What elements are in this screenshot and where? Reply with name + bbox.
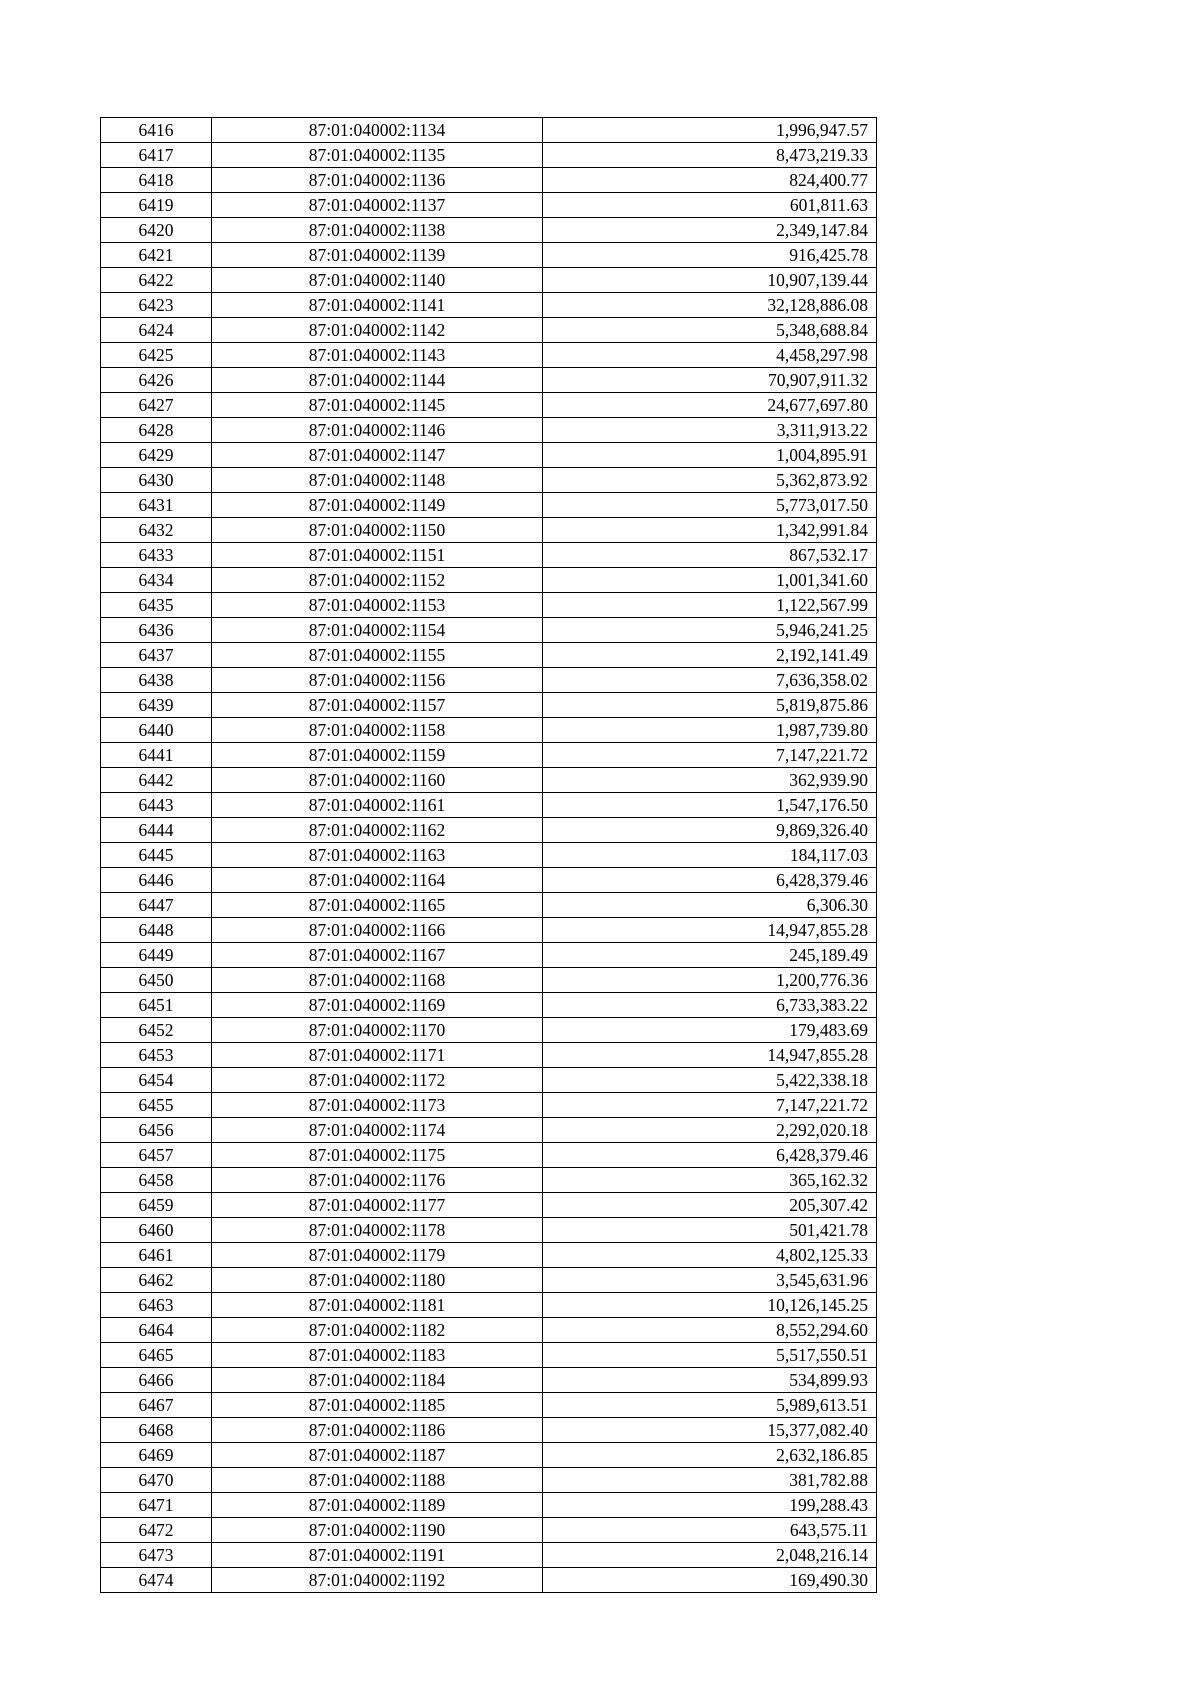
table-row (101, 443, 877, 468)
cadastral-value-cell: 365,162.32 (543, 1168, 877, 1193)
cadastral-value-cell: 2,048,216.14 (543, 1543, 877, 1568)
cadastral-number-cell: 87:01:040002:1184 (212, 1368, 543, 1393)
cadastral-number-cell: 87:01:040002:1185 (212, 1393, 543, 1418)
table-row (101, 193, 877, 218)
cadastral-value-cell: 5,946,241.25 (543, 618, 877, 643)
row-number-cell: 6425 (101, 343, 212, 368)
cadastral-value-cell: 6,733,383.22 (543, 993, 877, 1018)
cadastral-value-cell: 184,117.03 (543, 843, 877, 868)
row-number-cell: 6433 (101, 543, 212, 568)
cadastral-number-cell: 87:01:040002:1143 (212, 343, 543, 368)
cadastral-value-table (100, 117, 877, 1593)
row-number-cell: 6471 (101, 1493, 212, 1518)
row-number-cell: 6453 (101, 1043, 212, 1068)
cadastral-value-cell: 1,987,739.80 (543, 718, 877, 743)
row-number-cell: 6454 (101, 1068, 212, 1093)
row-number-cell: 6426 (101, 368, 212, 393)
row-number-cell: 6458 (101, 1168, 212, 1193)
table-row (101, 343, 877, 368)
cadastral-value-cell: 9,869,326.40 (543, 818, 877, 843)
cadastral-number-cell: 87:01:040002:1140 (212, 268, 543, 293)
table-row (101, 618, 877, 643)
table-row (101, 1393, 877, 1418)
table-row (101, 1068, 877, 1093)
cadastral-number-cell: 87:01:040002:1183 (212, 1343, 543, 1368)
cadastral-value-cell: 916,425.78 (543, 243, 877, 268)
row-number-cell: 6474 (101, 1568, 212, 1593)
row-number-cell: 6444 (101, 818, 212, 843)
table-row (101, 1493, 877, 1518)
table-row (101, 693, 877, 718)
cadastral-number-cell: 87:01:040002:1169 (212, 993, 543, 1018)
cadastral-number-cell: 87:01:040002:1157 (212, 693, 543, 718)
cadastral-number-cell: 87:01:040002:1161 (212, 793, 543, 818)
table-row (101, 843, 877, 868)
row-number-cell: 6456 (101, 1118, 212, 1143)
cadastral-number-cell: 87:01:040002:1136 (212, 168, 543, 193)
cadastral-value-cell: 14,947,855.28 (543, 918, 877, 943)
row-number-cell: 6451 (101, 993, 212, 1018)
row-number-cell: 6464 (101, 1318, 212, 1343)
cadastral-value-cell: 7,147,221.72 (543, 743, 877, 768)
cadastral-number-cell: 87:01:040002:1151 (212, 543, 543, 568)
cadastral-number-cell: 87:01:040002:1174 (212, 1118, 543, 1143)
cadastral-number-cell: 87:01:040002:1137 (212, 193, 543, 218)
table-row (101, 643, 877, 668)
cadastral-number-cell: 87:01:040002:1155 (212, 643, 543, 668)
table-row (101, 1018, 877, 1043)
cadastral-number-cell: 87:01:040002:1139 (212, 243, 543, 268)
cadastral-number-cell: 87:01:040002:1154 (212, 618, 543, 643)
table-row (101, 468, 877, 493)
row-number-cell: 6465 (101, 1343, 212, 1368)
table-row (101, 218, 877, 243)
table-row (101, 1543, 877, 1568)
cadastral-number-cell: 87:01:040002:1191 (212, 1543, 543, 1568)
cadastral-value-cell: 601,811.63 (543, 193, 877, 218)
row-number-cell: 6445 (101, 843, 212, 868)
table-row (101, 743, 877, 768)
row-number-cell: 6436 (101, 618, 212, 643)
cadastral-number-cell: 87:01:040002:1142 (212, 318, 543, 343)
cadastral-number-cell: 87:01:040002:1186 (212, 1418, 543, 1443)
cadastral-value-cell: 1,122,567.99 (543, 593, 877, 618)
cadastral-number-cell: 87:01:040002:1156 (212, 668, 543, 693)
cadastral-number-cell: 87:01:040002:1172 (212, 1068, 543, 1093)
table-row (101, 1093, 877, 1118)
cadastral-number-cell: 87:01:040002:1180 (212, 1268, 543, 1293)
table-row (101, 893, 877, 918)
cadastral-value-cell: 1,004,895.91 (543, 443, 877, 468)
cadastral-number-cell: 87:01:040002:1135 (212, 143, 543, 168)
cadastral-number-cell: 87:01:040002:1168 (212, 968, 543, 993)
table-row (101, 118, 877, 143)
row-number-cell: 6428 (101, 418, 212, 443)
row-number-cell: 6473 (101, 1543, 212, 1568)
cadastral-value-cell: 179,483.69 (543, 1018, 877, 1043)
cadastral-number-cell: 87:01:040002:1159 (212, 743, 543, 768)
row-number-cell: 6446 (101, 868, 212, 893)
cadastral-number-cell: 87:01:040002:1178 (212, 1218, 543, 1243)
table-row (101, 1268, 877, 1293)
table-row (101, 868, 877, 893)
row-number-cell: 6432 (101, 518, 212, 543)
row-number-cell: 6437 (101, 643, 212, 668)
table-row (101, 1468, 877, 1493)
table-row (101, 918, 877, 943)
table-row (101, 1143, 877, 1168)
cadastral-number-cell: 87:01:040002:1158 (212, 718, 543, 743)
row-number-cell: 6448 (101, 918, 212, 943)
table-row (101, 768, 877, 793)
cadastral-value-cell: 10,907,139.44 (543, 268, 877, 293)
cadastral-number-cell: 87:01:040002:1152 (212, 568, 543, 593)
cadastral-value-cell: 245,189.49 (543, 943, 877, 968)
table-row (101, 168, 877, 193)
cadastral-number-cell: 87:01:040002:1189 (212, 1493, 543, 1518)
cadastral-value-cell: 14,947,855.28 (543, 1043, 877, 1068)
cadastral-number-cell: 87:01:040002:1147 (212, 443, 543, 468)
table-row (101, 1343, 877, 1368)
table-row (101, 493, 877, 518)
cadastral-value-cell: 4,458,297.98 (543, 343, 877, 368)
row-number-cell: 6424 (101, 318, 212, 343)
cadastral-number-cell: 87:01:040002:1182 (212, 1318, 543, 1343)
table-row (101, 718, 877, 743)
row-number-cell: 6429 (101, 443, 212, 468)
cadastral-value-cell: 501,421.78 (543, 1218, 877, 1243)
cadastral-number-cell: 87:01:040002:1162 (212, 818, 543, 843)
table-row (101, 568, 877, 593)
row-number-cell: 6430 (101, 468, 212, 493)
row-number-cell: 6447 (101, 893, 212, 918)
cadastral-number-cell: 87:01:040002:1179 (212, 1243, 543, 1268)
row-number-cell: 6421 (101, 243, 212, 268)
row-number-cell: 6431 (101, 493, 212, 518)
cadastral-value-cell: 15,377,082.40 (543, 1418, 877, 1443)
cadastral-number-cell: 87:01:040002:1163 (212, 843, 543, 868)
row-number-cell: 6452 (101, 1018, 212, 1043)
row-number-cell: 6417 (101, 143, 212, 168)
table-row (101, 968, 877, 993)
row-number-cell: 6423 (101, 293, 212, 318)
row-number-cell: 6469 (101, 1443, 212, 1468)
cadastral-value-cell: 643,575.11 (543, 1518, 877, 1543)
table-row (101, 793, 877, 818)
row-number-cell: 6416 (101, 118, 212, 143)
row-number-cell: 6459 (101, 1193, 212, 1218)
cadastral-value-cell: 5,773,017.50 (543, 493, 877, 518)
table-row (101, 543, 877, 568)
row-number-cell: 6462 (101, 1268, 212, 1293)
cadastral-number-cell: 87:01:040002:1173 (212, 1093, 543, 1118)
cadastral-value-cell: 5,422,338.18 (543, 1068, 877, 1093)
cadastral-value-cell: 3,545,631.96 (543, 1268, 877, 1293)
cadastral-value-cell: 534,899.93 (543, 1368, 877, 1393)
cadastral-number-cell: 87:01:040002:1177 (212, 1193, 543, 1218)
row-number-cell: 6435 (101, 593, 212, 618)
cadastral-number-cell: 87:01:040002:1187 (212, 1443, 543, 1468)
cadastral-value-cell: 7,147,221.72 (543, 1093, 877, 1118)
cadastral-number-cell: 87:01:040002:1171 (212, 1043, 543, 1068)
row-number-cell: 6460 (101, 1218, 212, 1243)
row-number-cell: 6449 (101, 943, 212, 968)
table-row (101, 1443, 877, 1468)
cadastral-number-cell: 87:01:040002:1166 (212, 918, 543, 943)
cadastral-value-cell: 5,517,550.51 (543, 1343, 877, 1368)
cadastral-value-cell: 8,552,294.60 (543, 1318, 877, 1343)
table-body (101, 118, 877, 1593)
table-row (101, 1193, 877, 1218)
row-number-cell: 6457 (101, 1143, 212, 1168)
cadastral-number-cell: 87:01:040002:1145 (212, 393, 543, 418)
cadastral-value-cell: 1,996,947.57 (543, 118, 877, 143)
table-row (101, 1293, 877, 1318)
cadastral-value-cell: 1,001,341.60 (543, 568, 877, 593)
row-number-cell: 6442 (101, 768, 212, 793)
table-row (101, 593, 877, 618)
table-row (101, 818, 877, 843)
cadastral-number-cell: 87:01:040002:1148 (212, 468, 543, 493)
table-row (101, 518, 877, 543)
cadastral-value-cell: 2,192,141.49 (543, 643, 877, 668)
cadastral-number-cell: 87:01:040002:1149 (212, 493, 543, 518)
cadastral-value-cell: 362,939.90 (543, 768, 877, 793)
cadastral-value-cell: 5,362,873.92 (543, 468, 877, 493)
cadastral-number-cell: 87:01:040002:1190 (212, 1518, 543, 1543)
cadastral-value-cell: 4,802,125.33 (543, 1243, 877, 1268)
cadastral-number-cell: 87:01:040002:1153 (212, 593, 543, 618)
cadastral-value-cell: 1,342,991.84 (543, 518, 877, 543)
row-number-cell: 6470 (101, 1468, 212, 1493)
table-row (101, 243, 877, 268)
row-number-cell: 6418 (101, 168, 212, 193)
table-row (101, 268, 877, 293)
row-number-cell: 6468 (101, 1418, 212, 1443)
row-number-cell: 6419 (101, 193, 212, 218)
cadastral-value-cell: 6,306.30 (543, 893, 877, 918)
table-row (101, 1568, 877, 1593)
table-row (101, 318, 877, 343)
row-number-cell: 6455 (101, 1093, 212, 1118)
cadastral-number-cell: 87:01:040002:1141 (212, 293, 543, 318)
row-number-cell: 6443 (101, 793, 212, 818)
cadastral-number-cell: 87:01:040002:1175 (212, 1143, 543, 1168)
row-number-cell: 6434 (101, 568, 212, 593)
row-number-cell: 6422 (101, 268, 212, 293)
cadastral-value-cell: 24,677,697.80 (543, 393, 877, 418)
row-number-cell: 6439 (101, 693, 212, 718)
table-row (101, 393, 877, 418)
cadastral-number-cell: 87:01:040002:1176 (212, 1168, 543, 1193)
cadastral-number-cell: 87:01:040002:1138 (212, 218, 543, 243)
table-row (101, 418, 877, 443)
table-row (101, 1368, 877, 1393)
row-number-cell: 6420 (101, 218, 212, 243)
table-row (101, 668, 877, 693)
cadastral-value-cell: 6,428,379.46 (543, 1143, 877, 1168)
cadastral-value-cell: 169,490.30 (543, 1568, 877, 1593)
table-row (101, 143, 877, 168)
cadastral-value-cell: 8,473,219.33 (543, 143, 877, 168)
cadastral-value-cell: 2,632,186.85 (543, 1443, 877, 1468)
cadastral-value-cell: 10,126,145.25 (543, 1293, 877, 1318)
table-row (101, 1418, 877, 1443)
table-row (101, 1043, 877, 1068)
cadastral-value-cell: 5,348,688.84 (543, 318, 877, 343)
row-number-cell: 6467 (101, 1393, 212, 1418)
row-number-cell: 6461 (101, 1243, 212, 1268)
table-row (101, 1243, 877, 1268)
cadastral-value-cell: 7,636,358.02 (543, 668, 877, 693)
row-number-cell: 6472 (101, 1518, 212, 1543)
table-row (101, 1168, 877, 1193)
cadastral-number-cell: 87:01:040002:1160 (212, 768, 543, 793)
row-number-cell: 6441 (101, 743, 212, 768)
cadastral-number-cell: 87:01:040002:1165 (212, 893, 543, 918)
cadastral-value-cell: 867,532.17 (543, 543, 877, 568)
cadastral-value-cell: 3,311,913.22 (543, 418, 877, 443)
cadastral-number-cell: 87:01:040002:1167 (212, 943, 543, 968)
cadastral-value-cell: 205,307.42 (543, 1193, 877, 1218)
table-row (101, 293, 877, 318)
table-row (101, 943, 877, 968)
cadastral-value-cell: 824,400.77 (543, 168, 877, 193)
cadastral-value-cell: 70,907,911.32 (543, 368, 877, 393)
row-number-cell: 6440 (101, 718, 212, 743)
cadastral-number-cell: 87:01:040002:1134 (212, 118, 543, 143)
cadastral-number-cell: 87:01:040002:1188 (212, 1468, 543, 1493)
table-row (101, 1518, 877, 1543)
cadastral-value-cell: 32,128,886.08 (543, 293, 877, 318)
cadastral-value-cell: 5,989,613.51 (543, 1393, 877, 1418)
cadastral-value-cell: 381,782.88 (543, 1468, 877, 1493)
row-number-cell: 6450 (101, 968, 212, 993)
table-row (101, 1318, 877, 1343)
table-row (101, 1118, 877, 1143)
table-row (101, 1218, 877, 1243)
cadastral-number-cell: 87:01:040002:1192 (212, 1568, 543, 1593)
cadastral-value-cell: 2,349,147.84 (543, 218, 877, 243)
cadastral-number-cell: 87:01:040002:1181 (212, 1293, 543, 1318)
cadastral-number-cell: 87:01:040002:1150 (212, 518, 543, 543)
cadastral-number-cell: 87:01:040002:1144 (212, 368, 543, 393)
cadastral-number-cell: 87:01:040002:1146 (212, 418, 543, 443)
cadastral-value-cell: 2,292,020.18 (543, 1118, 877, 1143)
row-number-cell: 6438 (101, 668, 212, 693)
cadastral-number-cell: 87:01:040002:1170 (212, 1018, 543, 1043)
cadastral-number-cell: 87:01:040002:1164 (212, 868, 543, 893)
table-row (101, 368, 877, 393)
row-number-cell: 6427 (101, 393, 212, 418)
row-number-cell: 6463 (101, 1293, 212, 1318)
cadastral-value-cell: 199,288.43 (543, 1493, 877, 1518)
cadastral-value-cell: 1,547,176.50 (543, 793, 877, 818)
cadastral-value-cell: 1,200,776.36 (543, 968, 877, 993)
cadastral-value-cell: 5,819,875.86 (543, 693, 877, 718)
table-row (101, 993, 877, 1018)
row-number-cell: 6466 (101, 1368, 212, 1393)
cadastral-value-cell: 6,428,379.46 (543, 868, 877, 893)
